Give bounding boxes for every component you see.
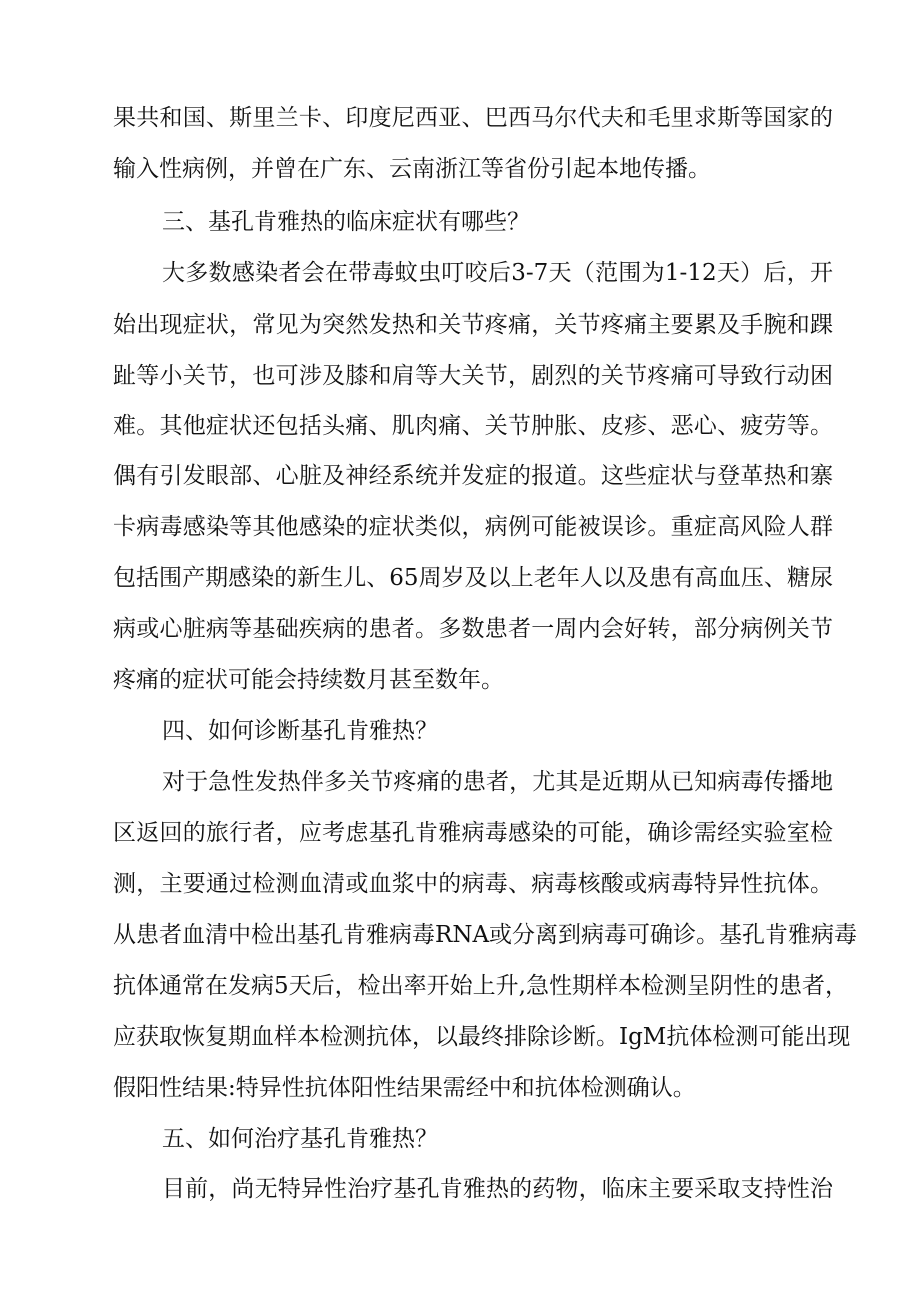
section-heading: 五、如何治疗基孔肯雅热？: [162, 1126, 438, 1152]
paragraph-line: 抗体通常在发病5天后，检出率开始上升,急性期样本检测呈阴性的患者，: [113, 973, 848, 999]
paragraph-line: 应获取恢复期血样本检测抗体，以最终排除诊断。IgM抗体检测可能出现: [113, 1024, 851, 1050]
paragraph-line: 难。其他症状还包括头痛、肌肉痛、关节肿胀、皮疹、恶心、疲劳等。: [113, 413, 833, 439]
paragraph-line: 趾等小关节，也可涉及膝和肩等大关节，剧烈的关节疼痛可导致行动困: [113, 363, 833, 389]
paragraph-line: 始出现症状，常见为突然发热和关节疼痛，关节疼痛主要累及手腕和踝: [113, 312, 833, 338]
paragraph-line: 测，主要通过检测血清或血浆中的病毒、病毒核酸或病毒特异性抗体。: [113, 871, 833, 897]
paragraph-line: 假阳性结果:特异性抗体阳性结果需经中和抗体检测确认。: [113, 1075, 696, 1101]
paragraph-line: 从患者血清中检出基孔肯雅病毒RNA或分离到病毒可确诊。基孔肯雅病毒: [113, 922, 858, 948]
paragraph-line: 偶有引发眼部、心脏及神经系统并发症的报道。这些症状与登革热和寨: [113, 463, 833, 489]
paragraph-line: 大多数感染者会在带毒蚊虫叮咬后3-7天（范围为1-12天）后，开: [162, 260, 833, 286]
paragraph-line: 区返回的旅行者，应考虑基孔肯雅病毒感染的可能，确诊需经实验室检: [113, 820, 833, 846]
section-heading: 四、如何诊断基孔肯雅热？: [162, 718, 438, 744]
paragraph-line: 目前，尚无特异性治疗基孔肯雅热的药物，临床主要采取支持性治: [162, 1176, 833, 1202]
paragraph-line: 包括围产期感染的新生儿、65周岁及以上老年人以及患有高血压、糖尿: [113, 565, 833, 591]
paragraph-line: 卡病毒感染等其他感染的症状类似，病例可能被误诊。重症高风险人群: [113, 514, 833, 540]
paragraph-line: 疼痛的症状可能会持续数月甚至数年。: [113, 667, 504, 693]
paragraph-line: 输入性病例，并曾在广东、云南浙江等省份引起本地传播。: [113, 156, 711, 182]
paragraph-line: 对于急性发热伴多关节疼痛的患者，尤其是近期从已知病毒传播地: [162, 769, 833, 795]
section-heading: 三、基孔肯雅热的临床症状有哪些？: [162, 209, 530, 235]
paragraph-line: 病或心脏病等基础疾病的患者。多数患者一周内会好转，部分病例关节: [113, 616, 833, 642]
paragraph-line: 果共和国、斯里兰卡、印度尼西亚、巴西马尔代夫和毛里求斯等国家的: [113, 105, 833, 131]
